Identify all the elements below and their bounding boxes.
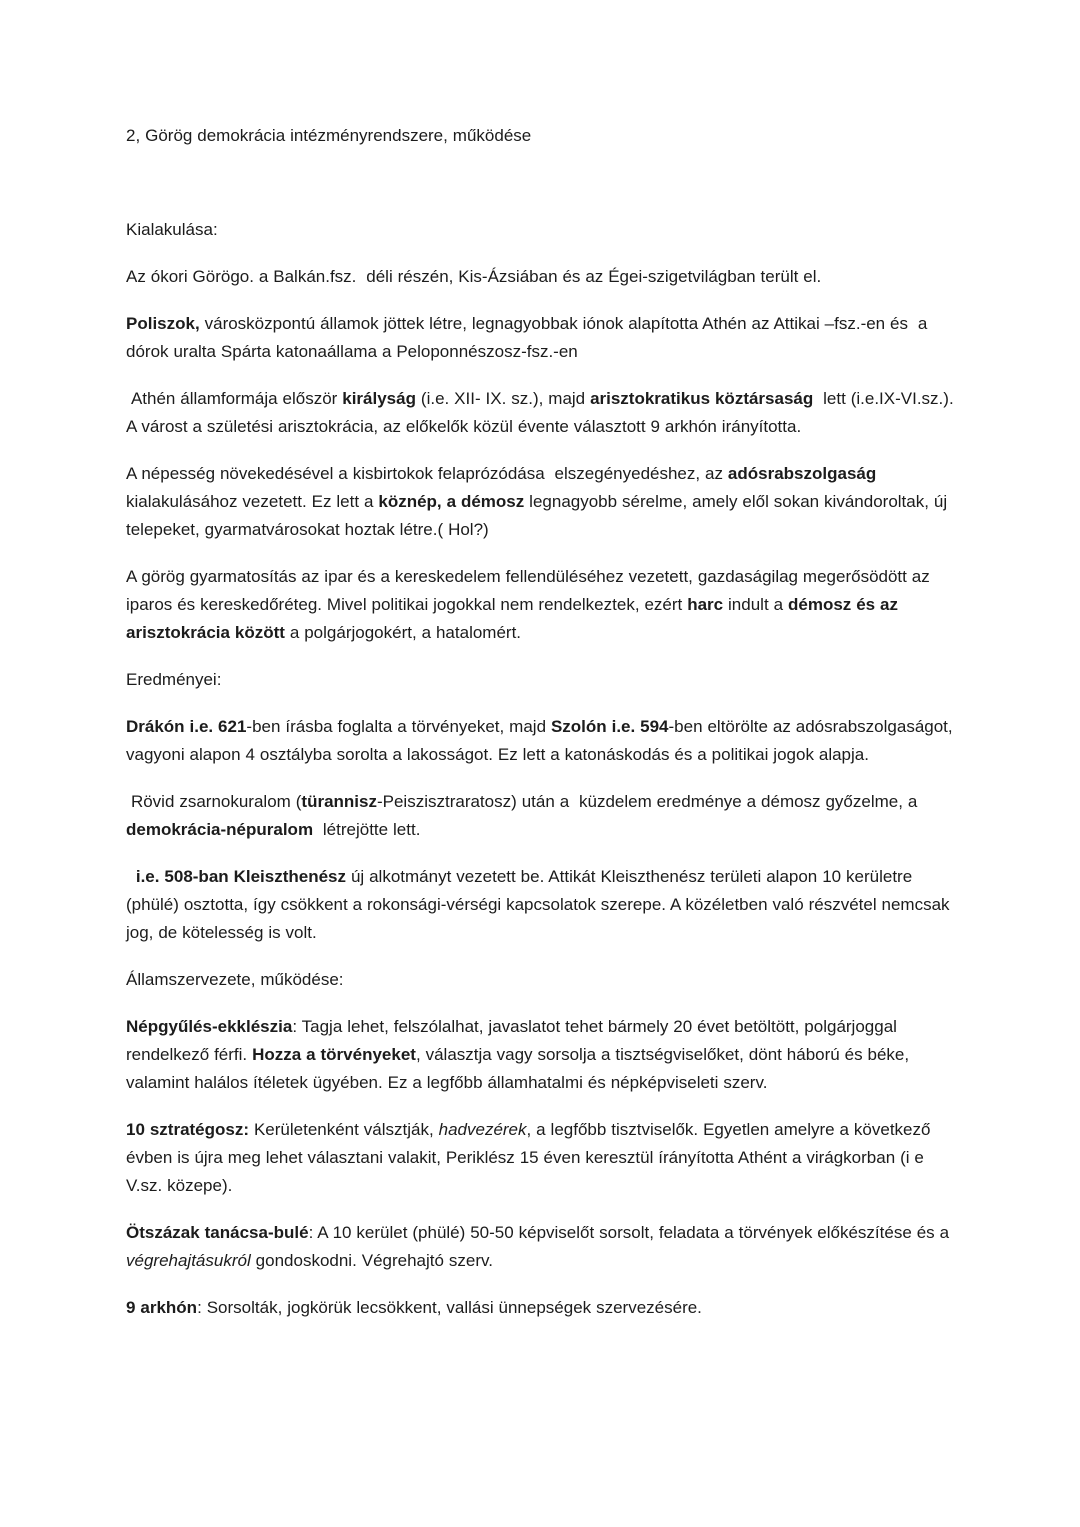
- text-run: adósrabszolgaság: [727, 464, 877, 483]
- paragraph: [126, 310, 954, 366]
- paragraph: [126, 1294, 954, 1322]
- text-run: harc: [687, 595, 724, 614]
- text-run: Athén államformája először: [126, 389, 343, 408]
- text-run: létrejötte lett.: [313, 820, 421, 839]
- paragraph: [126, 169, 954, 197]
- paragraph: [126, 460, 954, 544]
- text-run: a polgárjogokért, a hatalomért.: [284, 623, 522, 642]
- text-run: kialakulásához vezetett. Ez lett a: [126, 464, 882, 511]
- text-run: -ben eltörölte az adósrabszolgaságot, vagyoni alapon 4 osztályba sorolta a lakosságot. Ez lett a katonáskodás és a politikai jogok alapja.: [126, 717, 958, 764]
- document-body: [126, 122, 958, 1322]
- text-run: Kerületenként válsztják,: [249, 1120, 439, 1139]
- paragraph: [126, 863, 954, 947]
- text-run: demokrácia-népuralom: [126, 820, 314, 839]
- paragraph: [126, 966, 954, 994]
- text-run: Kialakulása:: [126, 220, 218, 239]
- text-run: Népgyűlés-ekklészia: [126, 1017, 293, 1036]
- text-run: , a legfőbb tisztviselők. Egyetlen amelyre a következő évben is újra meg lehet választani valakit, Periklész 15 éven keresztül írányította Athént a virágkorban (i e V.sz. közepe).: [126, 1120, 936, 1195]
- document-title: [126, 122, 954, 150]
- text-run: lett (i.e.IX-VI.sz.). A várost a születési arisztokrácia, az előkelők közül évente választott 9 arkhón irányította.: [126, 389, 958, 436]
- paragraph: [126, 1116, 954, 1200]
- text-run: Eredményei:: [126, 670, 222, 689]
- paragraph: [126, 713, 958, 769]
- paragraph: [126, 666, 954, 694]
- text-run: hadvezérek: [438, 1120, 527, 1139]
- text-run: -ben írásba foglalta a törvényeket, majd: [246, 717, 551, 736]
- text-run: démosz és az arisztokrácia között: [126, 595, 903, 642]
- text-run: végrehajtásukról: [126, 1251, 251, 1270]
- text-run: Államszervezete, működése:: [126, 970, 344, 989]
- text-run: gondoskodni. Végrehajtó szerv.: [250, 1251, 493, 1270]
- text-run: : Sorsolták, jogkörük lecsökkent, vallási ünnepségek szervezésére.: [197, 1298, 702, 1317]
- text-run: i.e. 508-ban Kleiszthenész: [135, 867, 347, 886]
- text-run: Ötszázak tanácsa-bulé: [126, 1223, 309, 1242]
- text-run: új alkotmányt vezetett be. Attikát Kleiszthenész területi alapon 10 kerületre (phülé) osztotta, így csökkent a rokonsági-vérségi kapcsolatok szerepe. A közéletben való részvétel nemcsak jog, de kötelesség is volt.: [126, 867, 955, 942]
- text-run: Poliszok,: [126, 314, 200, 333]
- paragraph: [126, 385, 958, 441]
- text-run: , választja vagy sorsolja a tisztségviselőket, dönt háború és béke, valamint halálos ítéletek ügyében. Ez a legfőbb államhatalmi és népképviseleti szerv.: [126, 1045, 915, 1092]
- text-run: 10 sztratégosz:: [126, 1120, 250, 1139]
- text-run: A görög gyarmatosítás az ipar és a kereskedelem fellendüléséhez vezetett, gazdaságilag megerősödött az iparos és kereskedőréteg. Mivel politikai jogokkal nem rendelkeztek, ezért: [126, 567, 935, 614]
- paragraph: [126, 1013, 954, 1097]
- text-run: Drákón i.e. 621: [126, 717, 247, 736]
- text-run: királyság: [342, 389, 416, 408]
- paragraph: [126, 263, 954, 291]
- paragraph: [126, 216, 954, 244]
- paragraph: [126, 563, 954, 647]
- text-run: Hozza a törvényeket: [252, 1045, 416, 1064]
- text-run: türannisz: [301, 792, 377, 811]
- paragraph: [126, 788, 954, 844]
- text-run: : A 10 kerület (phülé) 50-50 képviselőt sorsolt, feladata a törvények előkészítése és a: [308, 1223, 954, 1242]
- text-run: : Tagja lehet, felszólalhat, javaslatot tehet bármely 20 évet betöltött, polgárjoggal rendelkező férfi.: [126, 1017, 902, 1064]
- paragraph: [126, 1219, 954, 1275]
- text-run: Szolón i.e. 594: [550, 717, 669, 736]
- text-run: -Peiszisztraratosz) után a küzdelem eredménye a démosz győzelme, a: [376, 792, 923, 811]
- text-run: Az ókori Görögo. a Balkán.fsz. déli részén, Kis-Ázsiában és az Égei-szigetvilágban terült el.: [126, 267, 822, 286]
- text-run: (i.e. XII- IX. sz.), majd: [415, 389, 591, 408]
- text-run: városközpontú államok jöttek létre, legnagyobbak iónok alapította Athén az Attikai –fsz.-en és a dórok uralta Spárta katonaállama a Peloponnészosz-fsz.-en: [126, 314, 933, 361]
- text-run: 9 arkhón: [126, 1298, 198, 1317]
- text-run: köznép, a démosz: [378, 492, 525, 511]
- text-run: Rövid zsarnokuralom (: [126, 792, 302, 811]
- text-run: arisztokratikus köztársaság: [590, 389, 814, 408]
- text-run: legnagyobb sérelme, amely elől sokan kivándoroltak, új telepeket, gyarmatvárosokat hoztak létre.( Hol?): [126, 492, 953, 539]
- text-run: indult a: [723, 595, 788, 614]
- text-run: 2, Görög demokrácia intézményrendszere, működése: [126, 126, 532, 145]
- text-run: A népesség növekedésével a kisbirtokok felaprózódása elszegényedéshez, az: [126, 464, 728, 483]
- text-run: [126, 867, 136, 886]
